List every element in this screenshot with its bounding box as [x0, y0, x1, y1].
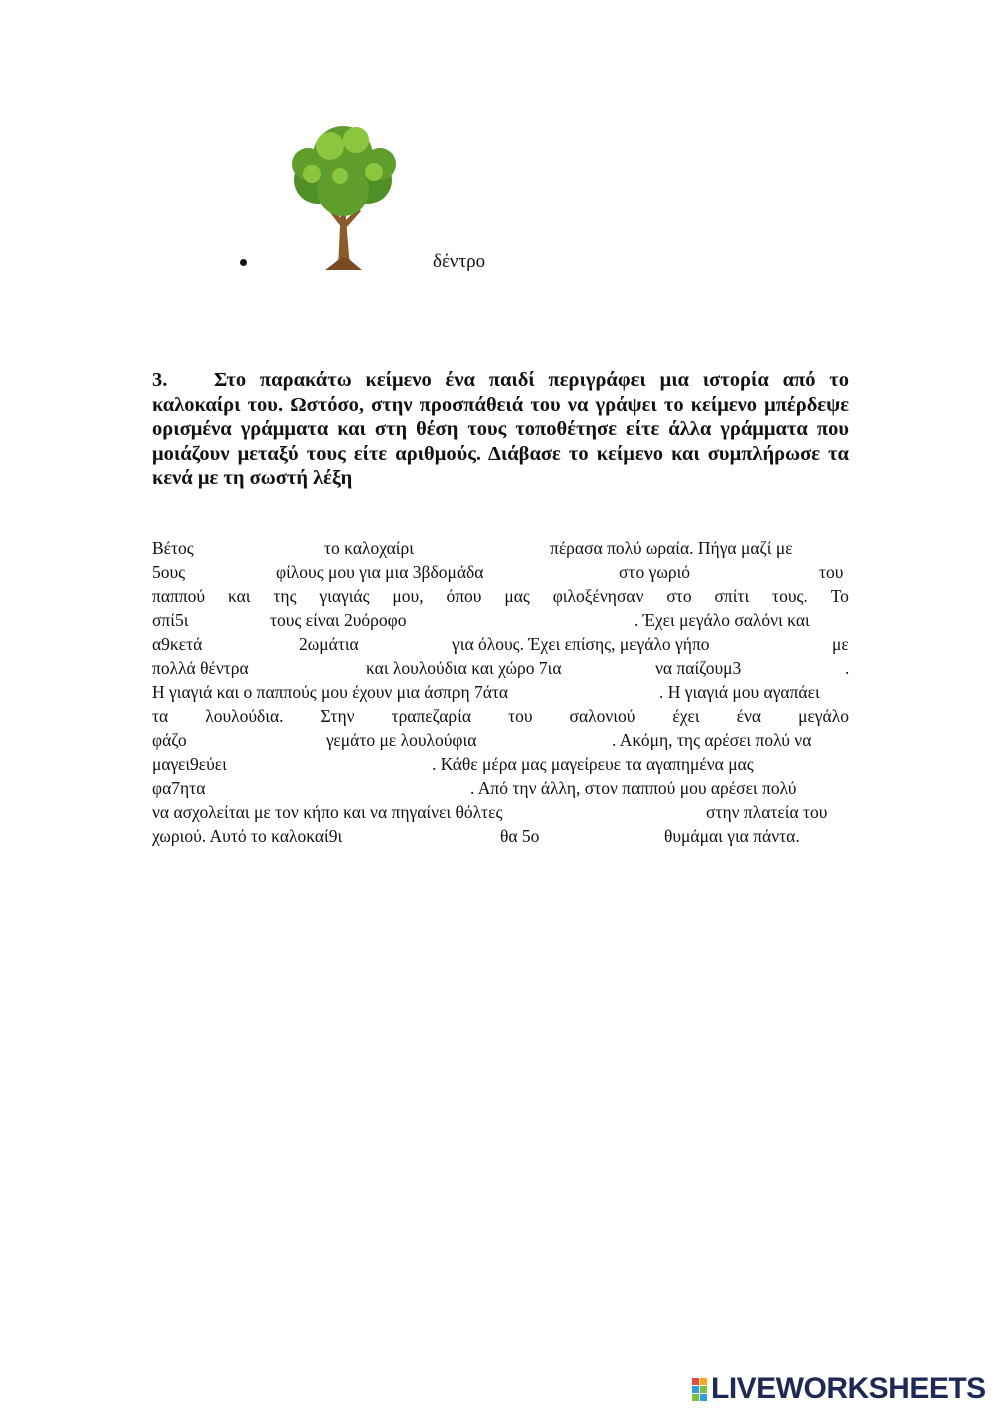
story-word: Το — [830, 586, 849, 606]
story-word: μεγάλο — [798, 706, 849, 726]
text-fragment: τους είναι 2υόροφο — [270, 610, 407, 630]
story-word: λουλούδια. — [205, 706, 284, 726]
story-word: σαλονιού — [569, 706, 636, 726]
text-fragment: Βέτος — [152, 538, 194, 558]
text-fragment: θυμάμαι για πάντα. — [664, 826, 800, 846]
story-line — [152, 826, 849, 848]
text-fragment: φίλους μου για μια 3βδομάδα — [276, 562, 484, 582]
text-fragment: φάζο — [152, 730, 187, 750]
text-fragment: Η γιαγιά και ο παππούς μου έχουν μια άσπρη 7άτα — [152, 682, 509, 702]
story-word: όπου — [446, 586, 482, 606]
text-fragment: 2ωμάτια — [299, 634, 359, 654]
list-bullet — [240, 259, 247, 266]
text-fragment: γεμάτο με λουλούφια — [326, 730, 477, 750]
story-word: γιαγιάς — [319, 586, 370, 606]
text-fragment: φα7ητα — [152, 778, 206, 798]
text-fragment: θα 5ο — [500, 826, 540, 846]
text-fragment: . Κάθε μέρα μας μαγείρευε τα αγαπημένα μας — [432, 754, 754, 774]
story-line — [152, 754, 849, 776]
story-word: Στην — [320, 706, 355, 726]
story-line — [152, 706, 849, 728]
text-fragment: να παίζουμ3 — [655, 658, 742, 678]
story-word: τραπεζαρία — [391, 706, 472, 726]
liveworksheets-logo[interactable] — [692, 1374, 986, 1404]
text-fragment: . Η γιαγιά μου αγαπάει — [659, 682, 820, 702]
text-fragment: πολλά θέντρα — [152, 658, 249, 678]
story-word: μου, — [392, 586, 424, 606]
story-line — [152, 802, 849, 824]
logo-icon — [692, 1378, 707, 1401]
story-word: τους. — [772, 586, 808, 606]
tree-icon — [288, 118, 398, 270]
text-fragment: . Έχει μεγάλο σαλόνι και — [634, 610, 810, 630]
text-fragment: και λουλούδια και χώρο 7ια — [366, 658, 562, 678]
text-fragment: πέρασα πολύ ωραία. Πήγα μαζί με — [550, 538, 793, 558]
text-fragment: με — [832, 634, 849, 654]
story-word: ένα — [736, 706, 762, 726]
story-line — [152, 778, 849, 800]
story-word: του — [508, 706, 533, 726]
story-word: της — [273, 586, 297, 606]
story-word: φιλοξένησαν — [552, 586, 644, 606]
exercise-instruction — [152, 368, 849, 491]
story-line — [152, 538, 849, 560]
story-word: παππού — [152, 586, 206, 606]
text-fragment: το καλοχαίρι — [324, 538, 414, 558]
text-fragment: 5ους — [152, 562, 186, 582]
story-word: έχει — [672, 706, 700, 726]
instruction-text: Στο παρακάτω κείμενο ένα παιδί περιγράφει μια ιστορία από το καλοκαίρι του. Ωστόσο, στην προσπάθειά του να γράψει το κείμενο μπέρδεψε ορισμένα γράμματα και στη θέση τους τοποθέτησε είτε άλλα γράμματα που μοιάζουν μεταξύ τους είτε αριθμούς. Διάβασε το κείμενο και συμπλήρωσε τα κενά με τη σωστή λέξη — [152, 369, 849, 489]
text-fragment: να ασχολείται με τον κήπο και να πηγαίνει θόλτες — [152, 802, 503, 822]
text-fragment: στο γωριό — [619, 562, 691, 582]
story-word: τα — [152, 706, 169, 726]
text-fragment: . Ακόμη, της αρέσει πολύ να — [612, 730, 812, 750]
story-line — [152, 682, 849, 704]
story-word: και — [227, 586, 251, 606]
text-fragment: για όλους. Έχει επίσης, μεγάλο γήπο — [452, 634, 710, 654]
text-fragment: . Από την άλλη, στον παππού μου αρέσει πολύ — [470, 778, 797, 798]
story-word: στο — [666, 586, 692, 606]
story-line — [152, 610, 849, 632]
exercise-number: 3. — [152, 369, 168, 391]
text-fragment: στην πλατεία του — [706, 802, 828, 822]
text-fragment: . — [845, 658, 850, 678]
story-line — [152, 586, 849, 608]
text-fragment: χωριού. Αυτό το καλοκαί9ι — [152, 826, 343, 846]
text-fragment: μαγει9εύει — [152, 754, 227, 774]
story-word: σπίτι — [714, 586, 750, 606]
story-line — [152, 730, 849, 752]
story-word: μας — [504, 586, 530, 606]
logo-text: LIVEWORKSHEETS — [711, 1372, 986, 1405]
text-fragment: σπί5ι — [152, 610, 189, 630]
text-fragment: του — [819, 562, 844, 582]
story-line — [152, 658, 849, 680]
story-line — [152, 562, 849, 584]
text-fragment: α9κετά — [152, 634, 203, 654]
story-line — [152, 634, 849, 656]
tree-label: δέντρο — [433, 251, 486, 272]
